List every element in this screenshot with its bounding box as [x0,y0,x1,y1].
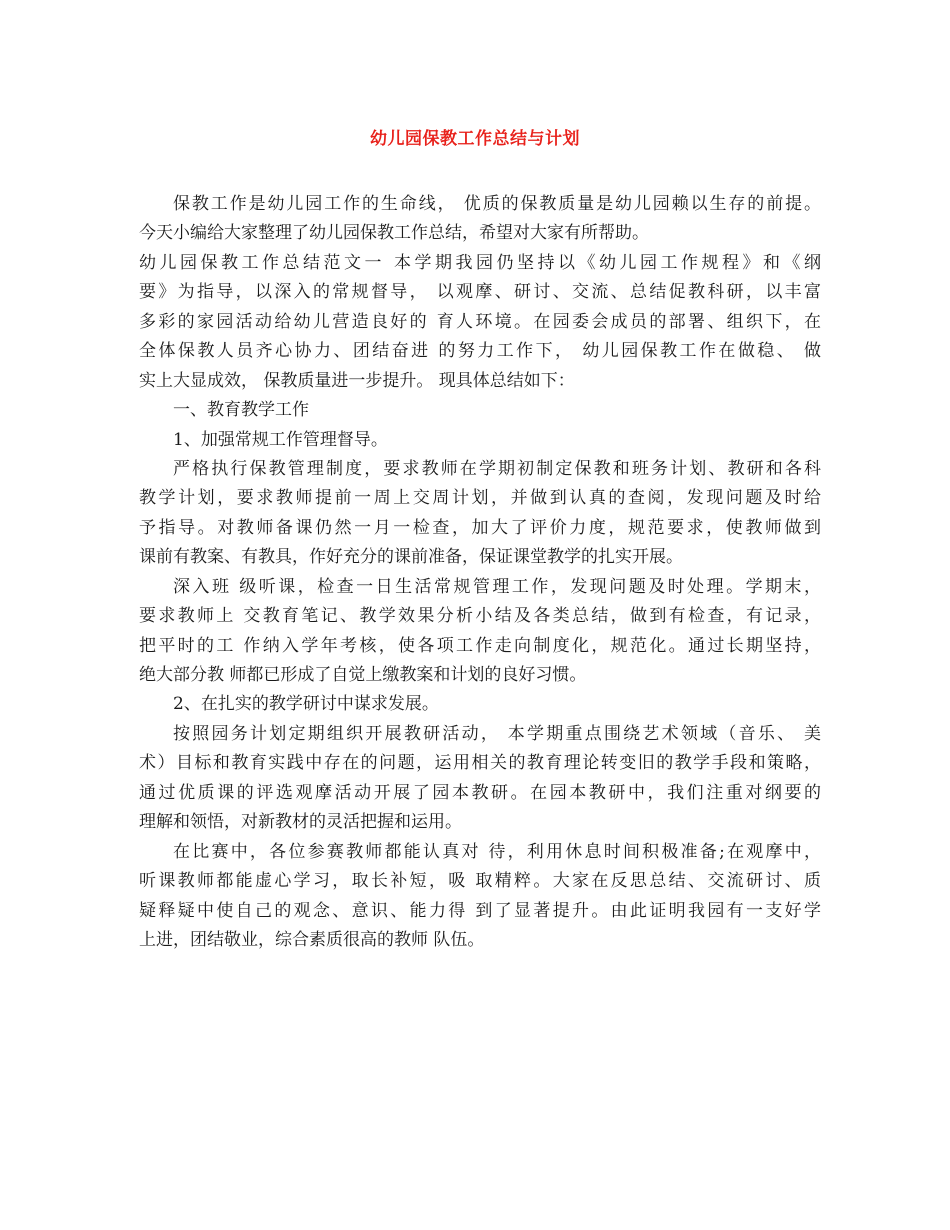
text-line: 今天小编给大家整理了幼儿园保教工作总结，希望对大家有所帮助。 [139,223,649,244]
text-line: 上进，团结敬业，综合素质很高的教师 队伍。 [139,929,485,950]
text-line: 术）目标和教育实践中存在的问题，运用相关的教育理论转变旧的教学手段和策略， [139,753,821,774]
text-line: 绝大部分教 师都已形成了自觉上缴教案和计划的良好习惯。 [139,665,587,685]
text-line: 教学计划，要求教师提前一周上交周计划，并做到认真的查阅，发现问题及时给 [139,488,821,509]
text-line: 课前有教案、有教具，作好充分的课前准备，保证课堂教学的扎实开展。 [139,547,683,568]
text-line: 要》为指导，以深入的常规督导， 以观摩、研讨、交流、总结促教科研，以丰富 [139,282,821,303]
document-body [139,190,821,955]
text-line: 1、加强常规工作管理督导。 [173,429,388,450]
text-line: 按照园务计划定期组织开展教研活动， 本学期重点围绕艺术领域（音乐、 美 [173,723,821,744]
text-line: 全体保教人员齐心协力、团结奋进 的努力工作下， 幼儿园保教工作在做稳、 做 [139,341,821,362]
text-line: 要求教师上 交教育笔记、教学效果分析小结及各类总结，做到有检查，有记录， [139,606,821,627]
text-line: 予指导。对教师备课仍然一月一检查，加大了评价力度，规范要求，使教师做到 [139,517,821,538]
text-line: 2、在扎实的教学研讨中谋求发展。 [173,694,439,715]
text-line: 实上大显成效， 保教质量进一步提升。 现具体总结如下： [139,370,575,391]
text-line: 一、教育教学工作 [173,400,309,421]
text-line: 严格执行保教管理制度，要求教师在学期初制定保教和班务计划、教研和各科 [173,458,821,479]
text-line: 保教工作是幼儿园工作的生命线， 优质的保教质量是幼儿园赖以生存的前提。 [173,194,821,214]
text-line: 听课教师都能虚心学习，取长补短，吸 取精粹。大家在反思总结、交流研讨、质 [139,871,821,892]
text-line: 深入班 级听课，检查一日生活常规管理工作，发现问题及时处理。学期末， [173,576,821,597]
text-line: 疑释疑中使自己的观念、意识、能力得 到了显著提升。由此证明我园有一支好学 [139,900,821,921]
text-line: 多彩的家园活动给幼儿营造良好的 育人环境。在园委会成员的部署、组织下，在 [139,311,821,332]
document-title: 幼儿园保教工作总结与计划 [370,129,580,149]
text-line: 通过优质课的评选观摩活动开展了园本教研。在园本教研中，我们注重对纲要的 [139,782,821,803]
text-line: 把平时的工 作纳入学年考核，使各项工作走向制度化，规范化。通过长期坚持， [139,635,821,656]
text-line: 在比赛中，各位参赛教师都能认真对 待，利用休息时间积极准备;在观摩中， [173,841,821,862]
text-line: 幼儿园保教工作总结范文一 本学期我园仍坚持以《幼儿园工作规程》和《纲 [139,252,821,273]
text-line: 理解和领悟，对新教材的灵活把握和运用。 [139,812,462,833]
